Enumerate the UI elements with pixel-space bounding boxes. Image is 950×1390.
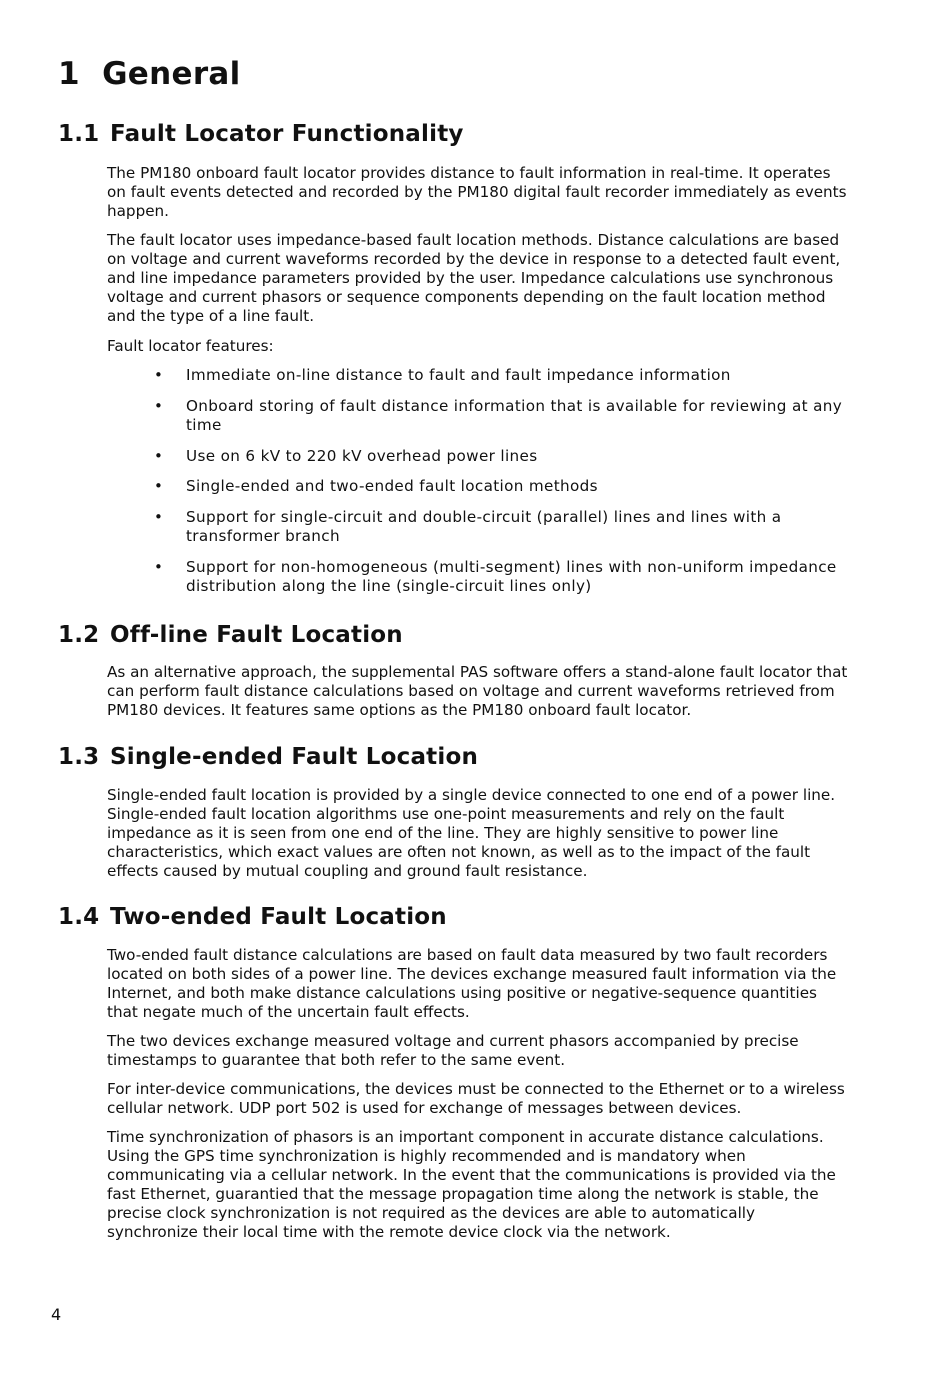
paragraph: Fault locator features: [107,337,274,355]
list-item-text: Onboard storing of fault distance information that is available for reviewing at any time [186,396,843,434]
bullet-icon: • [154,477,164,495]
bullet-icon: • [154,366,164,384]
paragraph: The PM180 onboard fault locator provides distance to fault information in real-time. It operates on fault events detected and recorded by the PM180 digital fault recorder immediately as events happen. [107,164,847,220]
list-item [150,558,850,597]
section-title: Two-ended Fault Location [110,904,447,930]
section-heading-1-3 [58,744,478,770]
section-heading-1-4 [58,904,447,930]
bullet-icon: • [154,507,164,526]
bullet-icon: • [154,557,164,576]
section-heading-1-1 [58,121,464,147]
section-number: 1.2 [58,622,100,648]
list-item-text: Support for non-homogeneous (multi-segment) lines with non-uniform impedance distribution along the line (single-circuit lines only) [186,557,837,595]
chapter-heading [58,56,241,92]
section-title: Single-ended Fault Location [110,744,479,770]
list-item-text: Support for single-circuit and double-circuit (parallel) lines and lines with a transformer branch [186,507,782,545]
list-item [150,397,850,436]
section-title: Off-line Fault Location [110,622,403,648]
page-number: 4 [51,1305,62,1324]
paragraph: The fault locator uses impedance-based fault location methods. Distance calculations are based on voltage and current waveforms recorded by the device in response to a detected fault event, and line impedance parameters provided by the user. Impedance calculations use synchronous voltage and current phasors or sequence components depending on the fault location method and the type of a line fault. [107,231,841,325]
list-item [150,366,850,386]
section-number: 1.4 [58,904,100,930]
list-item [150,477,850,497]
bullet-icon: • [154,446,164,465]
chapter-title: General [102,56,241,92]
paragraph: Time synchronization of phasors is an important component in accurate distance calculations. Using the GPS time synchronization is highly recommended and is mandatory when communicating via a cellular network. In the event that the communications is provided via the fast Ethernet, guarantied that the message propagation time along the network is stable, the precise clock synchronization is not required as the devices are able to automatically synchronize their local time with the remote device clock via the network. [107,1128,836,1241]
feature-list [150,366,850,597]
section-title: Fault Locator Functionality [110,121,464,147]
paragraph: Two-ended fault distance calculations are based on fault data measured by two fault recorders located on both sides of a power line. The devices exchange measured fault information via the Internet, and both make distance calculations using positive or negative-sequence quantities that negate much of the uncertain fault effects. [107,946,837,1021]
paragraph: As an alternative approach, the supplemental PAS software offers a stand-alone fault locator that can perform fault distance calculations based on voltage and current waveforms retrieved from PM180 devices. It features same options as the PM180 onboard fault locator. [107,663,848,719]
section-number: 1.3 [58,744,100,770]
section-heading-1-2 [58,622,403,648]
chapter-number: 1 [58,56,80,92]
paragraph: Single-ended fault location is provided by a single device connected to one end of a power line. Single-ended fault location algorithms use one-point measurements and rely on the fault impedance as it is seen from one end of the line. They are highly sensitive to power line characteristics, which exact values are often not known, as well as to the impact of the fault effects caused by mutual coupling and ground fault resistance. [107,786,836,880]
paragraph: For inter-device communications, the devices must be connected to the Ethernet or to a wireless cellular network. UDP port 502 is used for exchange of messages between devices. [107,1080,845,1117]
list-item-text: Use on 6 kV to 220 kV overhead power lines [186,446,538,465]
list-item [150,447,850,467]
bullet-icon: • [154,396,164,415]
list-item [150,508,850,547]
list-item-text: Immediate on-line distance to fault and fault impedance information [186,366,731,384]
paragraph: The two devices exchange measured voltage and current phasors accompanied by precise timestamps to guarantee that both refer to the same event. [107,1032,799,1069]
list-item-text: Single-ended and two-ended fault location methods [186,477,598,495]
section-number: 1.1 [58,121,100,147]
